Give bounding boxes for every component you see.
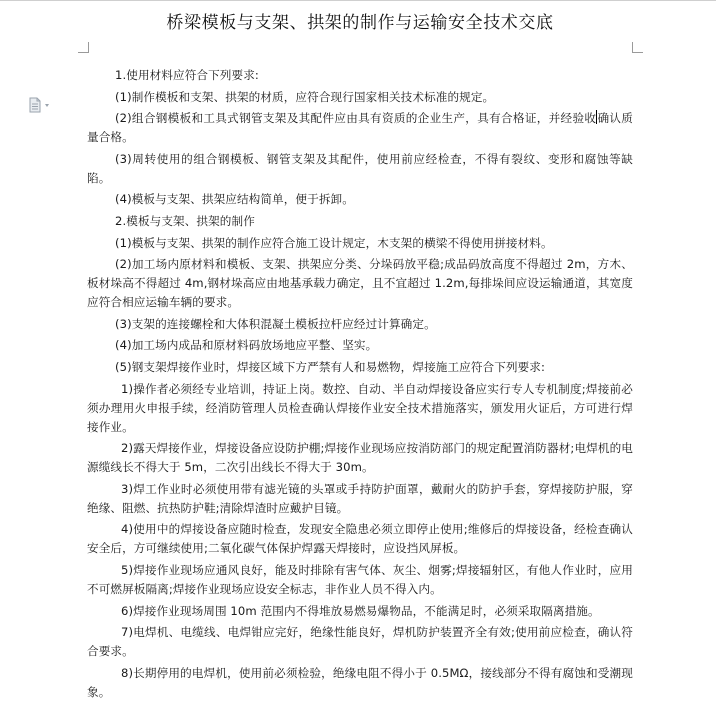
document-paragraph: (1)模板与支架、拱架的制作应符合施工设计规定，木支架的横梁不得使用拼接材料。 [115, 235, 553, 250]
document-paragraph: 3)焊工作业时必须使用带有滤光镜的头罩或手持防护面罩，戴耐火的防护手套，穿焊接防护服，穿绝缘、阻燃、抗热防护鞋;清除焊渣时应戴护目镜。 [87, 481, 633, 515]
document-body[interactable] [87, 66, 633, 702]
document-paragraph: (4)加工场内成品和原材料码放场地应平整、坚实。 [115, 338, 378, 353]
document-paragraph: (2)加工场内原材料和模板、支架、拱架应分类、分垛码放平稳;成品码放高度不得超过 2m，方木、板材垛高不得超过 4m,钢材垛高应由地基承载力确定，且不宜超过 1.2m,每排垛间应设运输通道，其宽度应符合相应运输车辆的要求。 [87, 257, 633, 310]
document-paragraph: 1.使用材料应符合下列要求: [115, 68, 259, 82]
document-paragraph: 7)电焊机、电缆线、电焊钳应完好，绝缘性能良好，焊机防护装置齐全有效;使用前应检查，确认符合要求。 [87, 625, 633, 659]
document-paragraph: 2.模板与支架、拱架的制作 [115, 213, 255, 228]
document-paragraph: (2)组合钢模板和工具式钢管支架及其配件应由具有资质的企业生产，具有合格证，并经验收确认质量合格。 [87, 111, 633, 145]
crop-mark-top-right [632, 42, 643, 53]
document-title: 桥梁模板与支架、拱架的制作与运输安全技术交底 [166, 13, 554, 33]
text-cursor [596, 110, 597, 124]
document-paragraph: (1)制作模板和支架、拱架的材质，应符合现行国家相关技术标准的规定。 [115, 89, 495, 104]
document-paragraph: (3)周转使用的组合钢模板、钢管支架及其配件，使用前应经检查，不得有裂纹、变形和腐蚀等缺陷。 [87, 151, 633, 185]
document-icon[interactable] [28, 97, 54, 113]
document-page[interactable] [87, 0, 633, 704]
document-paragraph: 8)长期停用的电焊机，使用前必须检验，绝缘电阻不得小于 0.5MΩ，接线部分不得有腐蚀和受潮现象。 [87, 665, 633, 699]
document-paragraph: 6)焊接作业现场周围 10m 范围内不得堆放易燃易爆物品，不能满足时，必须采取隔离措施。 [121, 603, 600, 618]
document-paragraph: 4)使用中的焊接设备应随时检查，发现安全隐患必须立即停止使用;维修后的焊接设备，经检查确认安全后，方可继续使用;二氧化碳气体保护焊露天焊接时，应设挡风屏板。 [87, 522, 633, 556]
document-paragraph: (4)模板与支架、拱架应结构简单，便于拆卸。 [115, 192, 354, 207]
document-paragraph: (5)钢支架焊接作业时，焊接区域下方严禁有人和易燃物，焊接施工应符合下列要求: [115, 359, 546, 374]
document-paragraph: (3)支架的连接螺栓和大体积混凝土模板拉杆应经过计算确定。 [115, 316, 436, 331]
document-paragraph: 2)露天焊接作业，焊接设备应设防护棚;焊接作业现场应按消防部门的规定配置消防器材;电焊机的电源缆线长不得大于 5m，二次引出线长不得大于 30m。 [87, 441, 633, 475]
document-paragraph: 1)操作者必须经专业培训，持证上岗。数控、自动、半自动焊接设备应实行专人专机制度;焊接前必须办理用火申报手续，经消防管理人员检查确认焊接作业安全技术措施落实，颁发用火证后，方可进行焊接作业。 [87, 381, 633, 434]
document-paragraph: 5)焊接作业现场应通风良好，能及时排除有害气体、灰尘、烟雾;焊接辐射区，有他人作业时，应用不可燃屏板隔离;焊接作业现场应设安全标志，非作业人员不得入内。 [87, 562, 633, 596]
